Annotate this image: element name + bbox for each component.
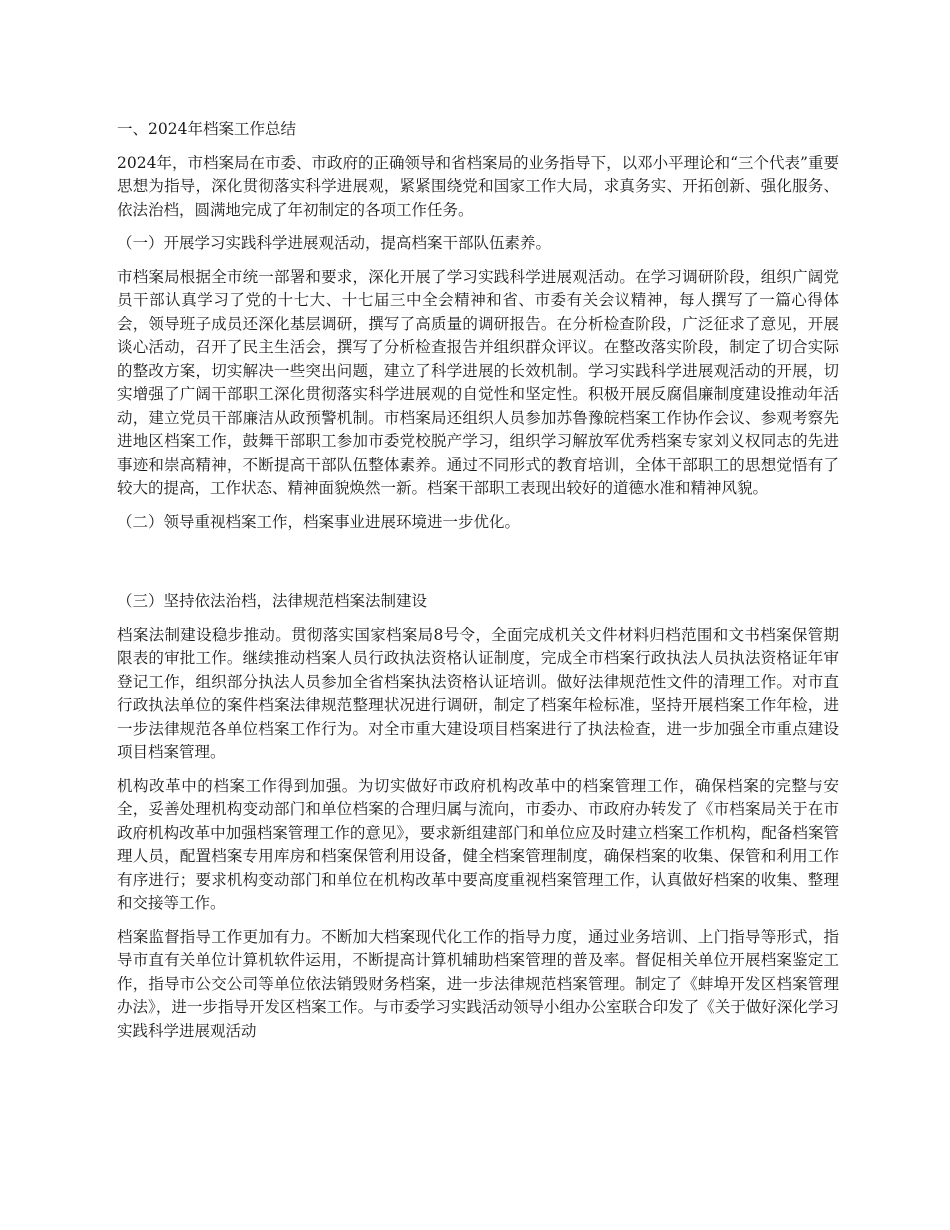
section-3-paragraph-1: 档案法制建设稳步推动。贯彻落实国家档案局8号令，全面完成机关文件材料归档范围和文书档案保管期限表的审批工作。继续推动档案人员行政执法资格认证制度，完成全市档案行政执法人员执法资格证年审登记工作，组织部分执法人员参加全省档案执法资格认证培训。做好法律规范性文件的清理工作。对市直行政执法单位的案件档案法律规范整理状况进行调研，制定了档案年检标准，坚持开展档案工作年检，进一步法律规范各单位档案工作行为。对全市重大建设项目档案进行了执法检查，进一步加强全市重点建设项目档案管理。 bbox=[117, 625, 839, 761]
blank-space bbox=[117, 544, 839, 590]
section-3-heading: （三）坚持依法治档，法律规范档案法制建设 bbox=[117, 592, 428, 610]
section-2-heading: （二）领导重视档案工作，档案事业进展环境进一步优化。 bbox=[117, 512, 521, 531]
intro-paragraph: 2024年，市档案局在市委、市政府的正确领导和省档案局的业务指导下，以邓小平理论和“三个代表”重要思想为指导，深化贯彻落实科学进展观，紧紧围绕党和国家工作大局，求真务实、开拓创新、强化服务、依法治档，圆满地完成了年初制定的各项工作任务。 bbox=[117, 153, 839, 219]
document-page bbox=[117, 118, 839, 1053]
document-title: 一、2024年档案工作总结 bbox=[117, 120, 296, 138]
section-1-heading: （一）开展学习实践科学进展观活动，提高档案干部队伍素养。 bbox=[117, 234, 552, 252]
section-1-paragraph: 市档案局根据全市统一部署和要求，深化开展了学习实践科学进展观活动。在学习调研阶段，组织广阔党员干部认真学习了党的十七大、十七届三中全会精神和省、市委有关会议精神，每人撰写了一篇心得体会，领导班子成员还深化基层调研，撰写了高质量的调研报告。在分析检查阶段，广泛征求了意见，开展谈心活动，召开了民主生活会，撰写了分析检查报告并组织群众评议。在整改落实阶段，制定了切合实际的整改方案，切实解决一些突出问题，建立了科学进展的长效机制。学习实践科学进展观活动的开展，切实增强了广阔干部职工深化贯彻落实科学进展观的自觉性和坚定性。积极开展反腐倡廉制度建设推动年活动，建立党员干部廉洁从政预警机制。市档案局还组织人员参加苏鲁豫皖档案工作协作会议、参观考察先进地区档案工作，鼓舞干部职工参加市委党校脱产学习，组织学习解放军优秀档案专家刘义权同志的先进事迹和崇高精神，不断提高干部队伍整体素养。通过不同形式的教育培训，全体干部职工的思想觉悟有了较大的提高，工作状态、精神面貌焕然一新。档案干部职工表现出较好的道德水准和精神风貌。 bbox=[117, 267, 839, 497]
section-3-paragraph-3: 档案监督指导工作更加有力。不断加大档案现代化工作的指导力度，通过业务培训、上门指导等形式，指导市直有关单位计算机软件运用，不断提高计算机辅助档案管理的普及率。督促相关单位开展档案鉴定工作，指导市公交公司等单位依法销毁财务档案，进一步法律规范档案管理。制定了《蚌埠开发区档案管理办法》，进一步指导开发区档案工作。与市委学习实践活动领导小组办公室联合印发了《关于做好深化学习实践科学进展观活动 bbox=[117, 927, 839, 1040]
section-3-paragraph-2: 机构改革中的档案工作得到加强。为切实做好市政府机构改革中的档案管理工作，确保档案的完整与安全，妥善处理机构变动部门和单位档案的合理归属与流向，市委办、市政府办转发了《市档案局关于在市政府机构改革中加强档案管理工作的意见》，要求新组建部门和单位应及时建立档案工作机构，配备档案管理人员，配置档案专用库房和档案保管利用设备，健全档案管理制度，确保档案的收集、保管和利用工作有序进行；要求机构变动部门和单位在机构改革中要高度重视档案管理工作，认真做好档案的收集、整理和交接等工作。 bbox=[117, 776, 839, 912]
